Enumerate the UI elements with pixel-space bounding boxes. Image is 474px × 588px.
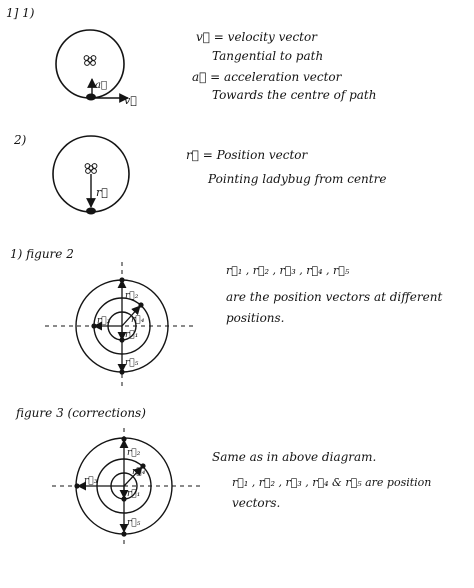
fig2-r4-label: r⃗₄ [131, 315, 145, 325]
acceleration-label: a⃗ [95, 80, 107, 91]
fig2-r1-label: r⃗₁ [125, 330, 139, 340]
figure2-description-line2: positions. [226, 311, 285, 325]
fig3-r5-label: r⃗₅ [127, 518, 141, 528]
velocity-definition: v⃗ = velocity vector [196, 30, 317, 44]
velocity-description: Tangential to path [212, 49, 324, 63]
figure3-vectors-list: r⃗₁ , r⃗₂ , r⃗₃ , r⃗₄ & r⃗₅ are position [232, 476, 432, 489]
acceleration-definition: a⃗ = acceleration vector [192, 70, 342, 84]
position-label: r⃗ [96, 186, 108, 199]
fig3-r1-label: r⃗₁ [127, 489, 141, 499]
q2-heading: 2) [14, 133, 27, 147]
ladybug-icon-1 [86, 94, 96, 101]
circular-path-1 [56, 30, 124, 98]
fig2-r5-label: r⃗₅ [125, 358, 139, 368]
velocity-label: v⃗ [124, 94, 137, 107]
figure3-description-line1: Same as in above diagram. [212, 450, 377, 464]
figure2-description-line1: are the position vectors at different [226, 290, 443, 304]
figure3-description-line2: vectors. [232, 496, 281, 510]
q1-heading: 1] 1) [6, 6, 35, 20]
figure2-vectors-list: r⃗₁ , r⃗₂ , r⃗₃ , r⃗₄ , r⃗₅ [226, 264, 350, 277]
fig3-r2-label: r⃗₂ [127, 448, 141, 458]
figure3-heading: figure 3 (corrections) [16, 406, 146, 420]
flower-icon-center-1 [84, 56, 96, 66]
fig3-r4-label: r⃗₄ [132, 467, 146, 477]
flower-icon-center-2 [85, 164, 97, 174]
ladybug-icon-2 [86, 208, 96, 215]
figure2-heading: 1) figure 2 [10, 247, 74, 261]
figure3-axes [52, 428, 200, 548]
acceleration-description: Towards the centre of path [212, 88, 377, 102]
position-description: Pointing ladybug from centre [208, 172, 387, 186]
fig3-r3-label: r⃗₃ [84, 476, 98, 486]
position-definition: r⃗ = Position vector [186, 148, 308, 162]
fig2-r2-label: r⃗₂ [125, 291, 139, 301]
fig2-r3-label: r⃗₃ [97, 316, 111, 326]
